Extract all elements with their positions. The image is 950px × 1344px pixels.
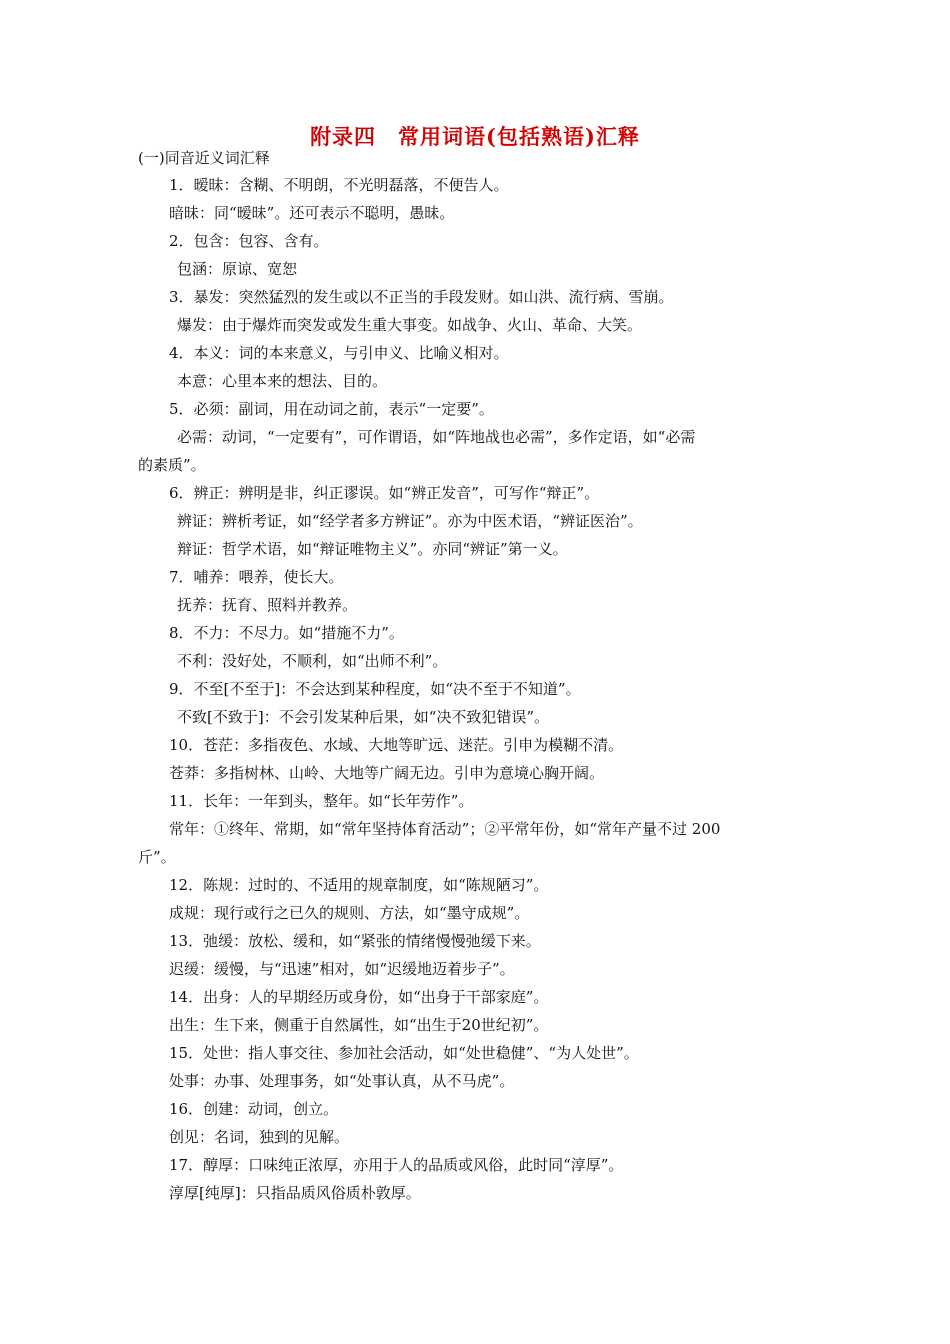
glossary-entry: 9．不至[不至于]：不会达到某种程度，如“决不至于不知道”。	[169, 680, 581, 698]
glossary-subentry: 处事：办事、处理事务，如“处事认真，从不马虎”。	[169, 1072, 515, 1090]
glossary-entry: 6．辨正：辨明是非，纠正谬误。如“辨正发音”，可写作“辩正”。	[169, 484, 600, 502]
glossary-entry: 11．长年：一年到头，整年。如“长年劳作”。	[169, 792, 474, 810]
glossary-continuation: 的素质”。	[138, 456, 206, 474]
glossary-subentry: 创见：名词，独到的见解。	[169, 1128, 350, 1146]
glossary-entry: 7．哺养：喂养，使长大。	[169, 568, 344, 586]
page-title: 附录四 常用词语(包括熟语)汇释	[310, 124, 640, 149]
glossary-subentry: 辩证：哲学术语，如“辩证唯物主义”。亦同“辨证”第一义。	[177, 540, 568, 558]
glossary-entry: 2．包含：包容、含有。	[169, 232, 329, 250]
glossary-entry: 8．不力：不尽力。如“措施不力”。	[169, 624, 404, 642]
glossary-entry: 12．陈规：过时的、不适用的规章制度，如“陈规陋习”。	[169, 876, 549, 894]
glossary-subentry: 成规：现行或行之已久的规则、方法，如“墨守成规”。	[169, 904, 530, 922]
glossary-continuation: 斤”。	[138, 848, 176, 866]
glossary-entry: 3．暴发：突然猛烈的发生或以不正当的手段发财。如山洪、流行病、雪崩。	[169, 288, 674, 306]
glossary-subentry: 淳厚[纯厚]：只指品质风俗质朴敦厚。	[169, 1184, 421, 1202]
glossary-subentry: 必需：动词，“一定要有”，可作谓语，如“阵地战也必需”，多作定语，如“必需	[177, 428, 696, 446]
glossary-subentry: 迟缓：缓慢，与“迅速”相对，如“迟缓地迈着步子”。	[169, 960, 515, 978]
glossary-subentry: 不利：没好处，不顺利，如“出师不利”。	[177, 652, 448, 670]
glossary-entry: 16．创建：动词，创立。	[169, 1100, 339, 1118]
glossary-subentry: 抚养：抚育、照料并教养。	[177, 596, 358, 614]
glossary-subentry: 不致[不致于]：不会引发某种后果，如“决不致犯错误”。	[177, 708, 550, 726]
glossary-subentry: 爆发：由于爆炸而突发或发生重大事变。如战争、火山、革命、大笑。	[177, 316, 643, 334]
glossary-subentry: 暗昧：同“暧昧”。还可表示不聪明，愚昧。	[169, 204, 455, 222]
glossary-subentry: 苍莽：多指树林、山岭、大地等广阔无边。引申为意境心胸开阔。	[169, 764, 605, 782]
glossary-entry: 13．弛缓：放松、缓和，如“紧张的情绪慢慢弛缓下来。	[169, 932, 541, 950]
glossary-entry: 10．苍茫：多指夜色、水域、大地等旷远、迷茫。引申为模糊不清。	[169, 736, 624, 754]
glossary-subentry: 辨证：辨析考证，如“经学者多方辨证”。亦为中医术语，“辨证医治”。	[177, 512, 643, 530]
glossary-subentry: 出生：生下来，侧重于自然属性，如“出生于20世纪初”。	[169, 1016, 549, 1034]
glossary-entry: 4．本义：词的本来意义，与引申义、比喻义相对。	[169, 344, 509, 362]
glossary-subentry: 包涵：原谅、宽恕	[177, 260, 298, 278]
glossary-entry: 17．醇厚：口味纯正浓厚，亦用于人的品质或风俗，此时同“淳厚”。	[169, 1156, 624, 1174]
glossary-subentry: 常年：①终年、常期，如“常年坚持体育活动”；②平常年份，如“常年产量不过 200	[169, 820, 721, 838]
glossary-entry: 1．暧昧：含糊、不明朗，不光明磊落，不便告人。	[169, 176, 509, 194]
section-heading: (一)同音近义词汇释	[138, 149, 270, 167]
glossary-lines	[0, 175, 950, 1211]
glossary-entry: 5．必须：副词，用在动词之前，表示“一定要”。	[169, 400, 494, 418]
glossary-subentry: 本意：心里本来的想法、目的。	[177, 372, 388, 390]
glossary-entry: 15．处世：指人事交往、参加社会活动，如“处世稳健”、“为人处世”。	[169, 1044, 639, 1062]
glossary-entry: 14．出身：人的早期经历或身份，如“出身于干部家庭”。	[169, 988, 549, 1006]
